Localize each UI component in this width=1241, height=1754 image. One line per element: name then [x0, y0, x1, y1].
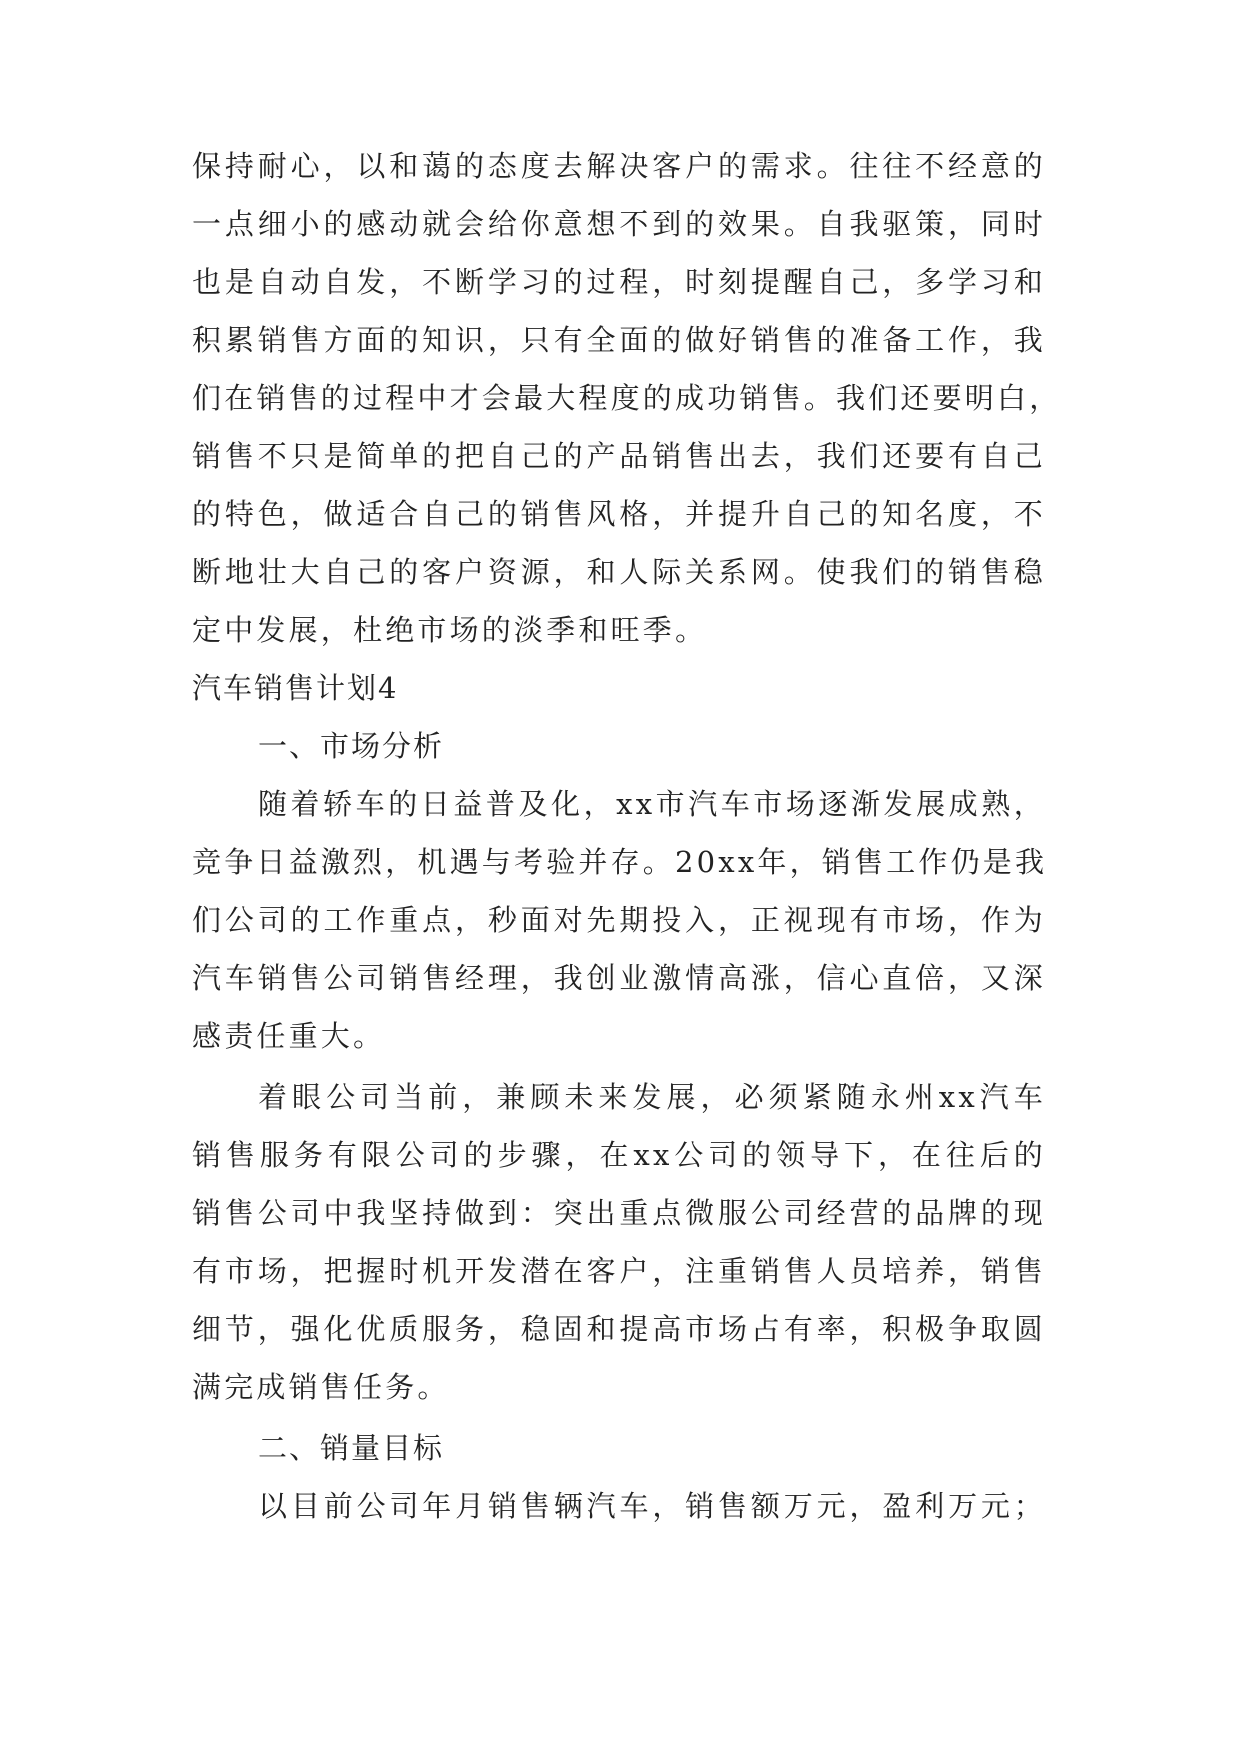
text-line: 有市场，把握时机开发潜在客户，注重销售人员培养，销售 — [192, 1254, 1046, 1288]
text-line: 也是自动自发，不断学习的过程，时刻提醒自己，多学习和 — [192, 265, 1046, 299]
text-line: 销售服务有限公司的步骤，在xx公司的领导下，在往后的 — [192, 1138, 1046, 1172]
text-line: 销售公司中我坚持做到：突出重点微服公司经营的品牌的现 — [192, 1196, 1046, 1230]
text-line: 们公司的工作重点，秒面对先期投入，正视现有市场，作为 — [192, 903, 1046, 937]
text-line: 定中发展，杜绝市场的淡季和旺季。 — [192, 613, 708, 647]
text-line: 销售不只是简单的把自己的产品销售出去，我们还要有自己 — [192, 439, 1046, 473]
text-line: 一点细小的感动就会给你意想不到的效果。自我驱策，同时 — [192, 207, 1046, 241]
text-line: 保持耐心，以和蔼的态度去解决客户的需求。往往不经意的 — [192, 149, 1046, 183]
text-line: 竞争日益激烈，机遇与考验并存。20xx年，销售工作仍是我 — [192, 845, 1048, 879]
text-line: 以目前公司年月销售辆汽车，销售额万元，盈利万元； — [258, 1489, 1046, 1523]
text-line: 感责任重大。 — [192, 1019, 386, 1053]
text-line: 汽车销售公司销售经理，我创业激情高涨，信心直倍，又深 — [192, 961, 1046, 995]
text-line: 满完成销售任务。 — [192, 1370, 450, 1404]
text-line: 的特色，做适合自己的销售风格，并提升自己的知名度，不 — [192, 497, 1046, 531]
text-line: 随着轿车的日益普及化，xx市汽车市场逐渐发展成熟， — [258, 787, 1046, 821]
text-line: 断地壮大自己的客户资源，和人际关系网。使我们的销售稳 — [192, 555, 1046, 589]
text-line: 积累销售方面的知识，只有全面的做好销售的准备工作，我 — [192, 323, 1046, 357]
subheading: 二、销量目标 — [258, 1431, 445, 1465]
section-title: 汽车销售计划4 — [192, 671, 399, 705]
text-line: 们在销售的过程中才会最大程度的成功销售。我们还要明白， — [192, 381, 1062, 415]
text-line: 着眼公司当前，兼顾未来发展，必须紧随永州xx汽车 — [258, 1080, 1046, 1114]
subheading: 一、市场分析 — [258, 729, 445, 763]
text-line: 细节，强化优质服务，稳固和提高市场占有率，积极争取圆 — [192, 1312, 1046, 1346]
